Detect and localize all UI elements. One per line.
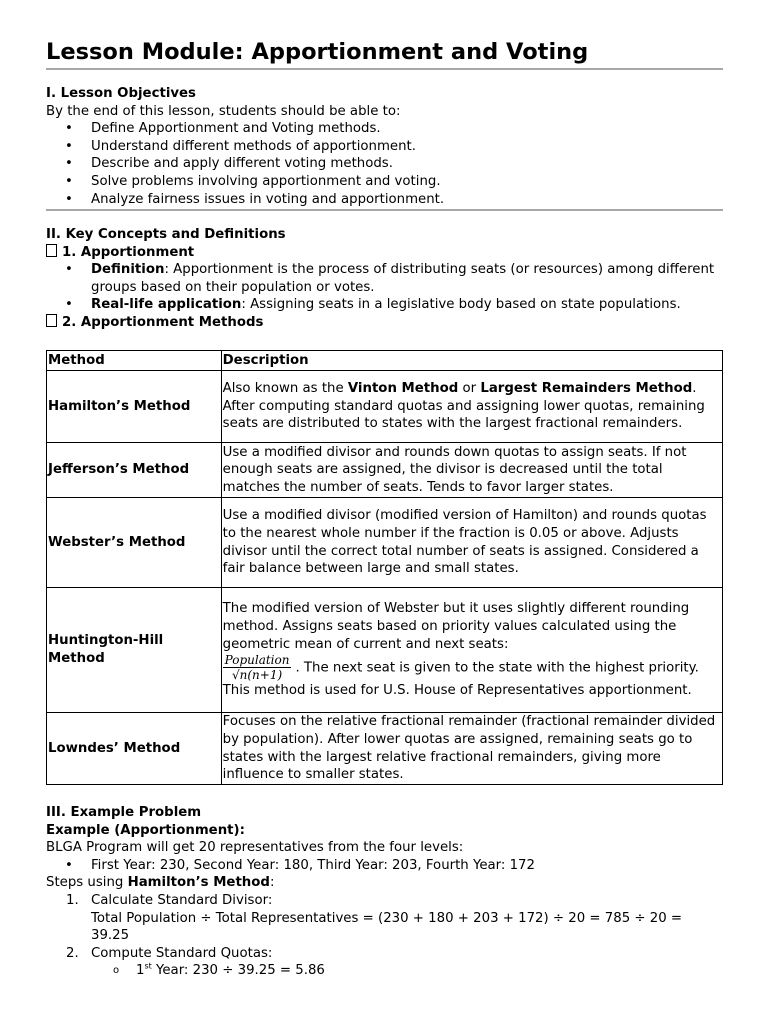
list-item: • Definition: Apportionment is the process of distributing seats (or resources) among different groups based on their population or votes.	[46, 261, 723, 296]
list-item: • Define Apportionment and Voting methods.	[46, 120, 723, 138]
example-subheading: Example (Apportionment):	[46, 822, 245, 838]
box-icon	[46, 244, 57, 257]
objectives-section	[46, 85, 723, 208]
table-row	[47, 588, 723, 713]
method-name: Hamilton’s Method	[47, 371, 222, 443]
steps-intro: Steps using Hamilton’s Method:	[46, 875, 275, 891]
quotas-list	[46, 962, 723, 980]
divider	[46, 209, 723, 211]
column-header-description: Description	[221, 351, 722, 371]
table-header-row	[47, 351, 723, 371]
levels-list	[46, 857, 723, 875]
methods-table-wrap	[46, 350, 723, 785]
methods-table	[46, 350, 723, 785]
box-icon	[46, 314, 57, 327]
list-item: • Describe and apply different voting methods.	[46, 155, 723, 173]
objectives-intro: By the end of this lesson, students should be able to:	[46, 103, 401, 119]
example-section	[46, 804, 723, 980]
example-intro: BLGA Program will get 20 representatives from the four levels:	[46, 840, 464, 856]
apportionment-list	[46, 261, 723, 314]
list-item: • Understand different methods of apportionment.	[46, 138, 723, 156]
table-row	[47, 498, 723, 588]
method-name: Jefferson’s Method	[47, 443, 222, 498]
list-item: • Real-life application: Assigning seats in a legislative body based on state populations.	[46, 296, 723, 314]
steps-list	[46, 892, 723, 962]
method-description: Also known as the Vinton Method or Largest Remainders Method. After computing standard quotas and assigning lower quotas, remaining seats are distributed to states with the largest fractional remainders.	[221, 371, 722, 443]
method-name: Huntington-Hill Method	[47, 588, 222, 713]
column-header-method: Method	[47, 351, 222, 371]
list-item: 1. Calculate Standard Divisor: Total Population ÷ Total Representatives = (230 + 180 + 203 + 172) ÷ 20 = 785 ÷ 20 = 39.25	[66, 892, 683, 944]
table-row	[47, 443, 723, 498]
concepts-section	[46, 226, 723, 332]
list-item: • First Year: 230, Second Year: 180, Third Year: 203, Fourth Year: 172	[46, 857, 723, 875]
concepts-heading: II. Key Concepts and Definitions	[46, 227, 286, 242]
list-item: • Solve problems involving apportionment and voting.	[46, 173, 723, 191]
method-description: Use a modified divisor and rounds down quotas to assign seats. If not enough seats are assigned, the divisor is decreased until the total matches the number of seats. Tends to favor larger states.	[221, 443, 722, 498]
method-name: Lowndes’ Method	[47, 713, 222, 785]
divider	[46, 68, 723, 70]
list-item: • Analyze fairness issues in voting and apportionment.	[46, 191, 723, 209]
objectives-list	[46, 120, 723, 208]
example-heading: III. Example Problem	[46, 805, 202, 820]
method-description: Use a modified divisor (modified version of Hamilton) and rounds quotas to the nearest whole number if the fraction is 0.05 or above. Adjusts divisor until the correct total number of seats is assigned. Considered a fair balance between large and small states.	[221, 498, 722, 588]
apportionment-heading: 1. Apportionment	[46, 244, 723, 262]
method-name: Webster’s Method	[47, 498, 222, 588]
method-description: The modified version of Webster but it uses slightly different rounding method. Assigns seats based on priority values calculated using the geometric mean of current and next seats: $\frac{\text{Population}}{√n(n+1)}$ . The next seat is given to the state with the highest priority. This method is used for U.S. House of Representatives apportionment.	[221, 588, 722, 713]
list-item: o 1st Year: 230 ÷ 39.25 = 5.86	[46, 962, 723, 980]
priority-formula: $\frac{\text{Population}}{√n(n+1)}$	[224, 653, 290, 683]
table-row	[47, 713, 723, 785]
list-item: 2. Compute Standard Quotas:	[66, 945, 273, 961]
objectives-heading: I. Lesson Objectives	[46, 86, 196, 101]
methods-heading: 2. Apportionment Methods	[46, 314, 723, 332]
method-description: Focuses on the relative fractional remainder (fractional remainder divided by population). After lower quotas are assigned, remaining seats go to states with the largest relative fractional remainders, giving more influence to smaller states.	[221, 713, 722, 785]
page-title: Lesson Module: Apportionment and Voting	[46, 39, 589, 65]
table-row	[47, 371, 723, 443]
